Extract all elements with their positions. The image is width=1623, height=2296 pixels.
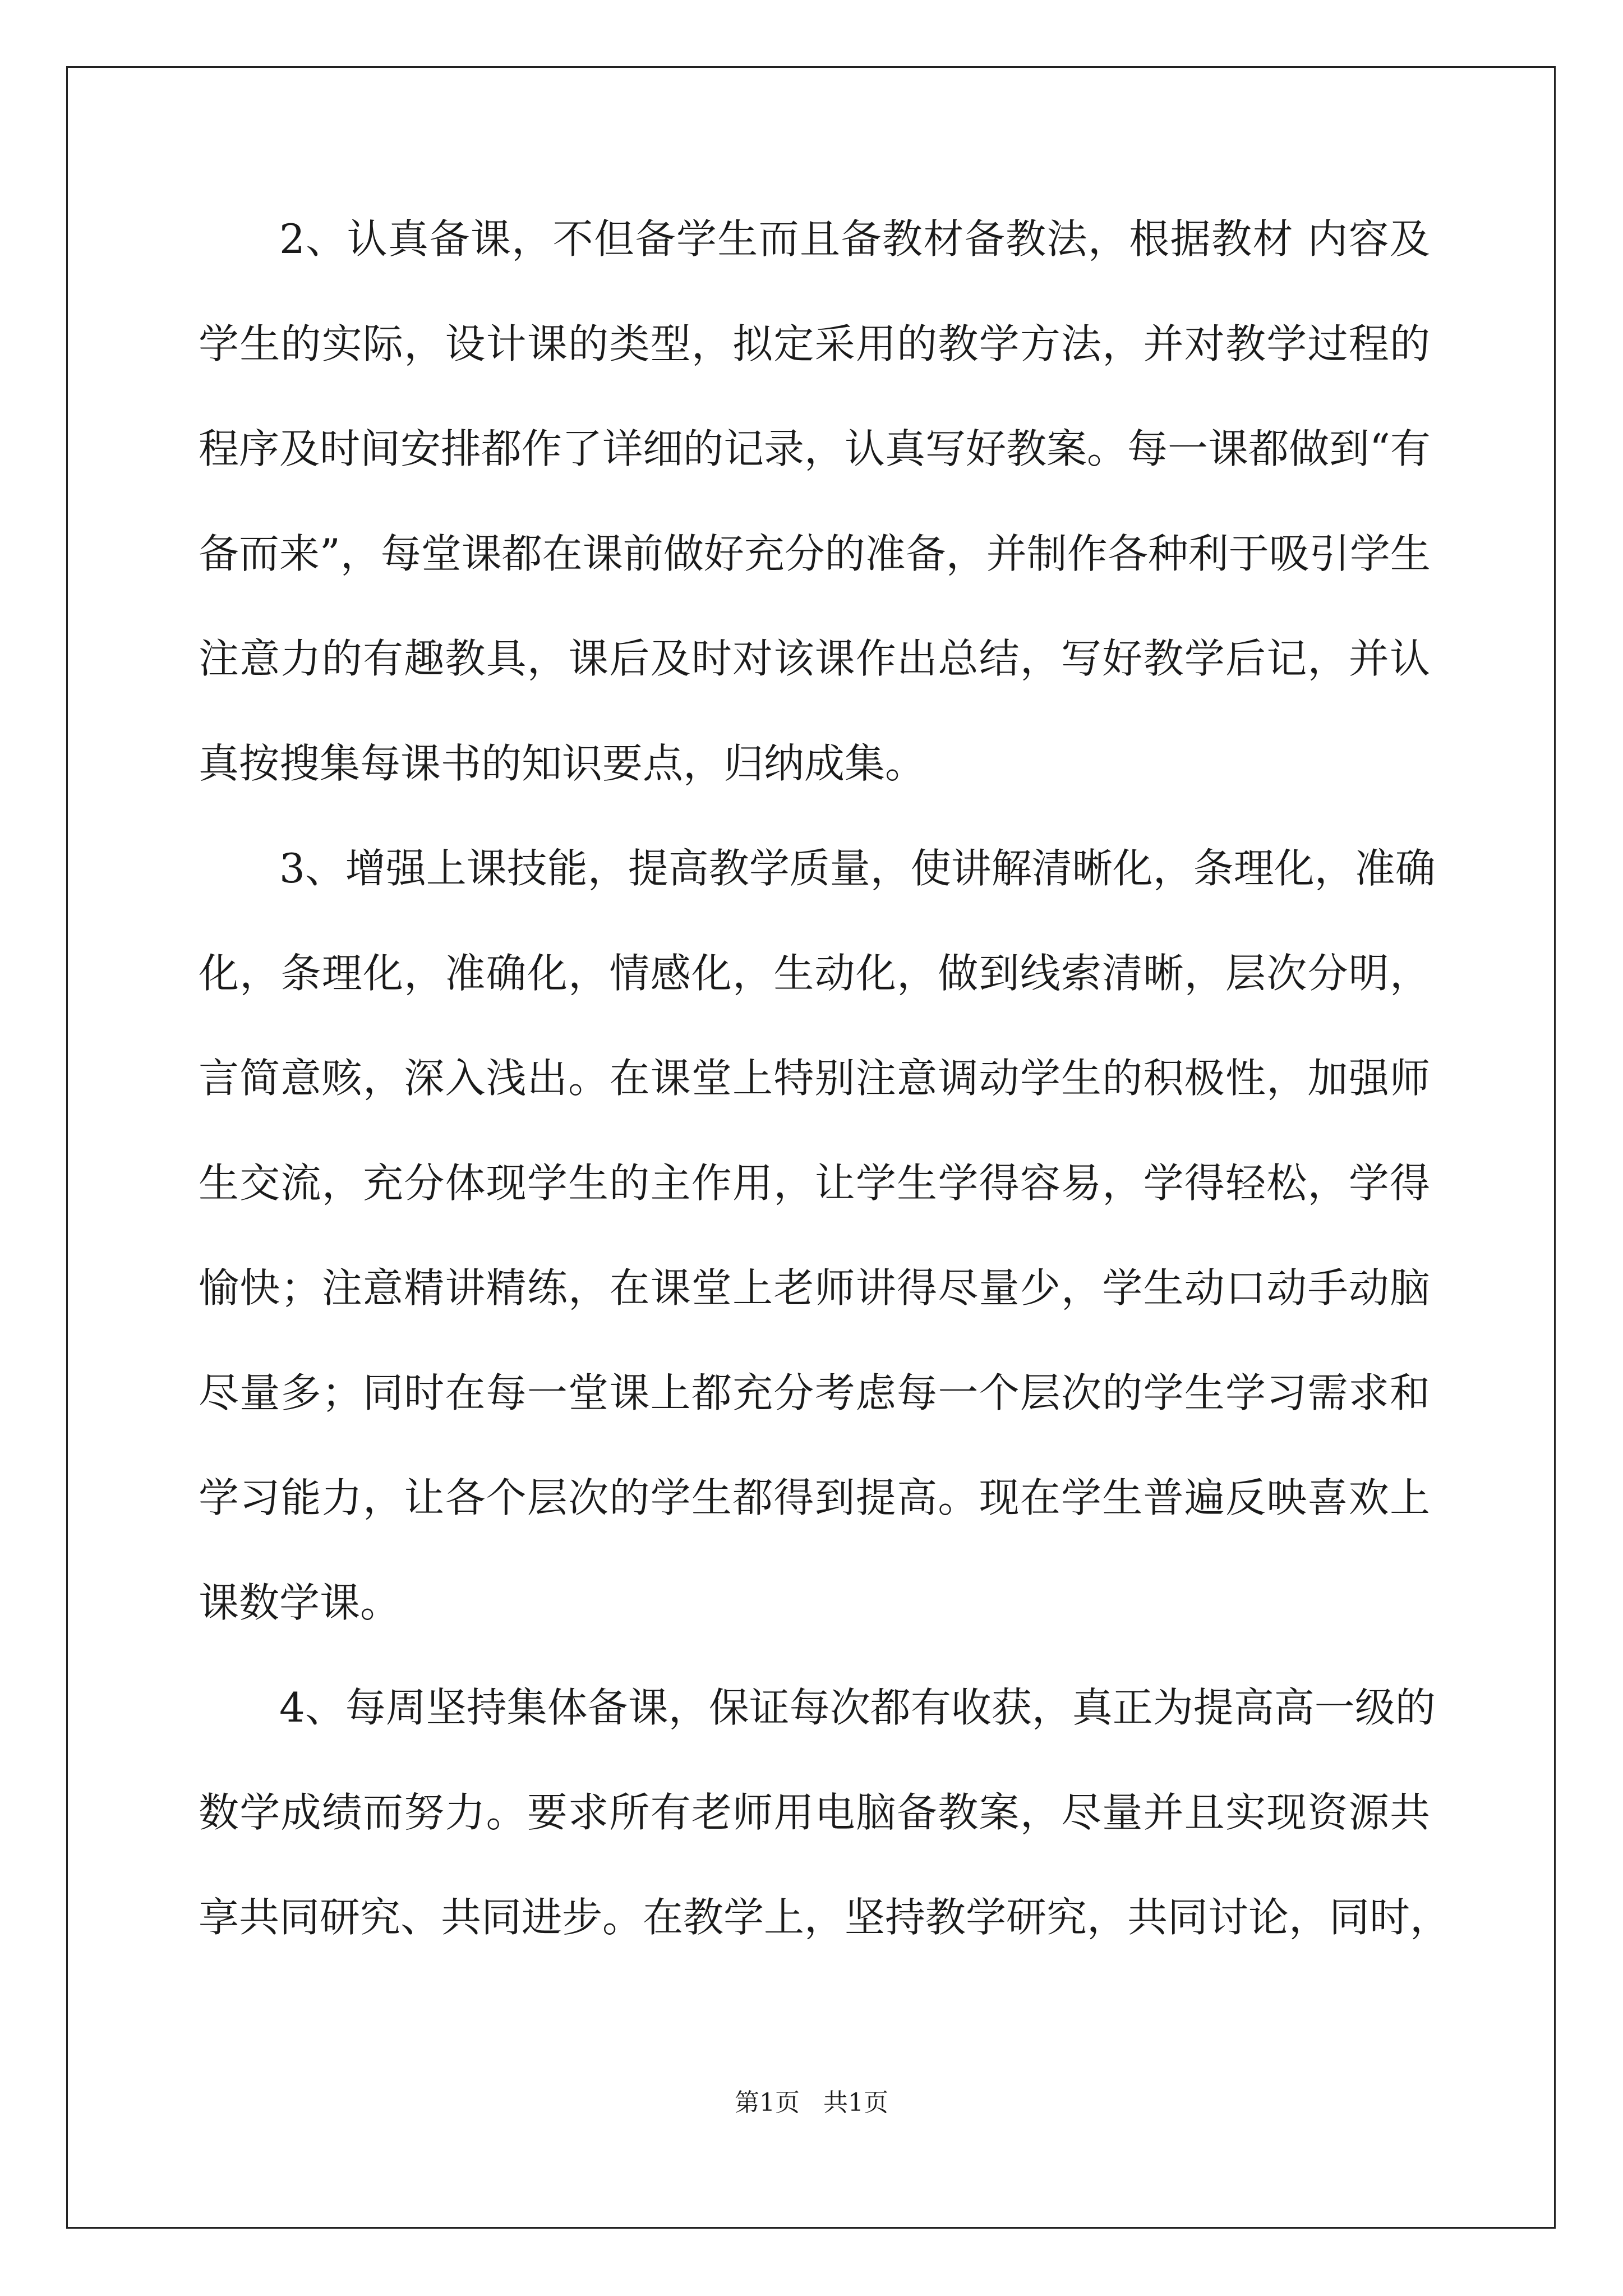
text-line: 程序及时间安排都作了详细的记录，认真写好教案。每一课都做到“有 bbox=[199, 425, 1431, 472]
text-line: 化，条理化，准确化，情感化，生动化，做到线索清晰，层次分明， bbox=[199, 950, 1430, 997]
text-line: 享共同研究、共同进步。在教学上，坚持教学研究，共同讨论，同时， bbox=[199, 1894, 1451, 1941]
text-line: 4、每周坚持集体备课，保证每次都有收获，真正为提高高一级的 bbox=[279, 1684, 1436, 1731]
text-line: 尽量多；同时在每一堂课上都充分考虑每一个层次的学生学习需求和 bbox=[199, 1369, 1430, 1416]
text-line: 学习能力，让各个层次的学生都得到提高。现在学生普遍反映喜欢上 bbox=[199, 1474, 1430, 1521]
text-line: 言简意赅，深入浅出。在课堂上特别注意调动学生的积极性，加强师 bbox=[199, 1055, 1430, 1102]
text-line: 备而来”，每堂课都在课前做好充分的准备，并制作各种利于吸引学生 bbox=[199, 530, 1431, 577]
document-body bbox=[199, 215, 1451, 2002]
text-line: 2、认真备课，不但备学生而且备教材备教法，根据教材 内容及 bbox=[279, 215, 1430, 263]
text-line: 愉快；注意精讲精练，在课堂上老师讲得尽量少，学生动口动手动脑 bbox=[199, 1264, 1430, 1312]
text-line: 注意力的有趣教具，课后及时对该课作出总结，写好教学后记，并认 bbox=[199, 635, 1430, 682]
text-line: 真按搜集每课书的知识要点，归纳成集。 bbox=[199, 740, 926, 787]
page-number-footer: 第1页 共1页 bbox=[735, 2088, 888, 2117]
text-line: 数学成绩而努力。要求所有老师用电脑备教案，尽量并且实现资源共 bbox=[199, 1789, 1430, 1836]
text-line: 课数学课。 bbox=[199, 1579, 401, 1626]
text-line: 生交流，充分体现学生的主作用，让学生学得容易，学得轻松，学得 bbox=[199, 1159, 1430, 1207]
text-line: 学生的实际，设计课的类型，拟定采用的教学方法，并对教学过程的 bbox=[199, 320, 1430, 367]
text-line: 3、增强上课技能，提高教学质量，使讲解清晰化，条理化，准确 bbox=[279, 845, 1436, 892]
